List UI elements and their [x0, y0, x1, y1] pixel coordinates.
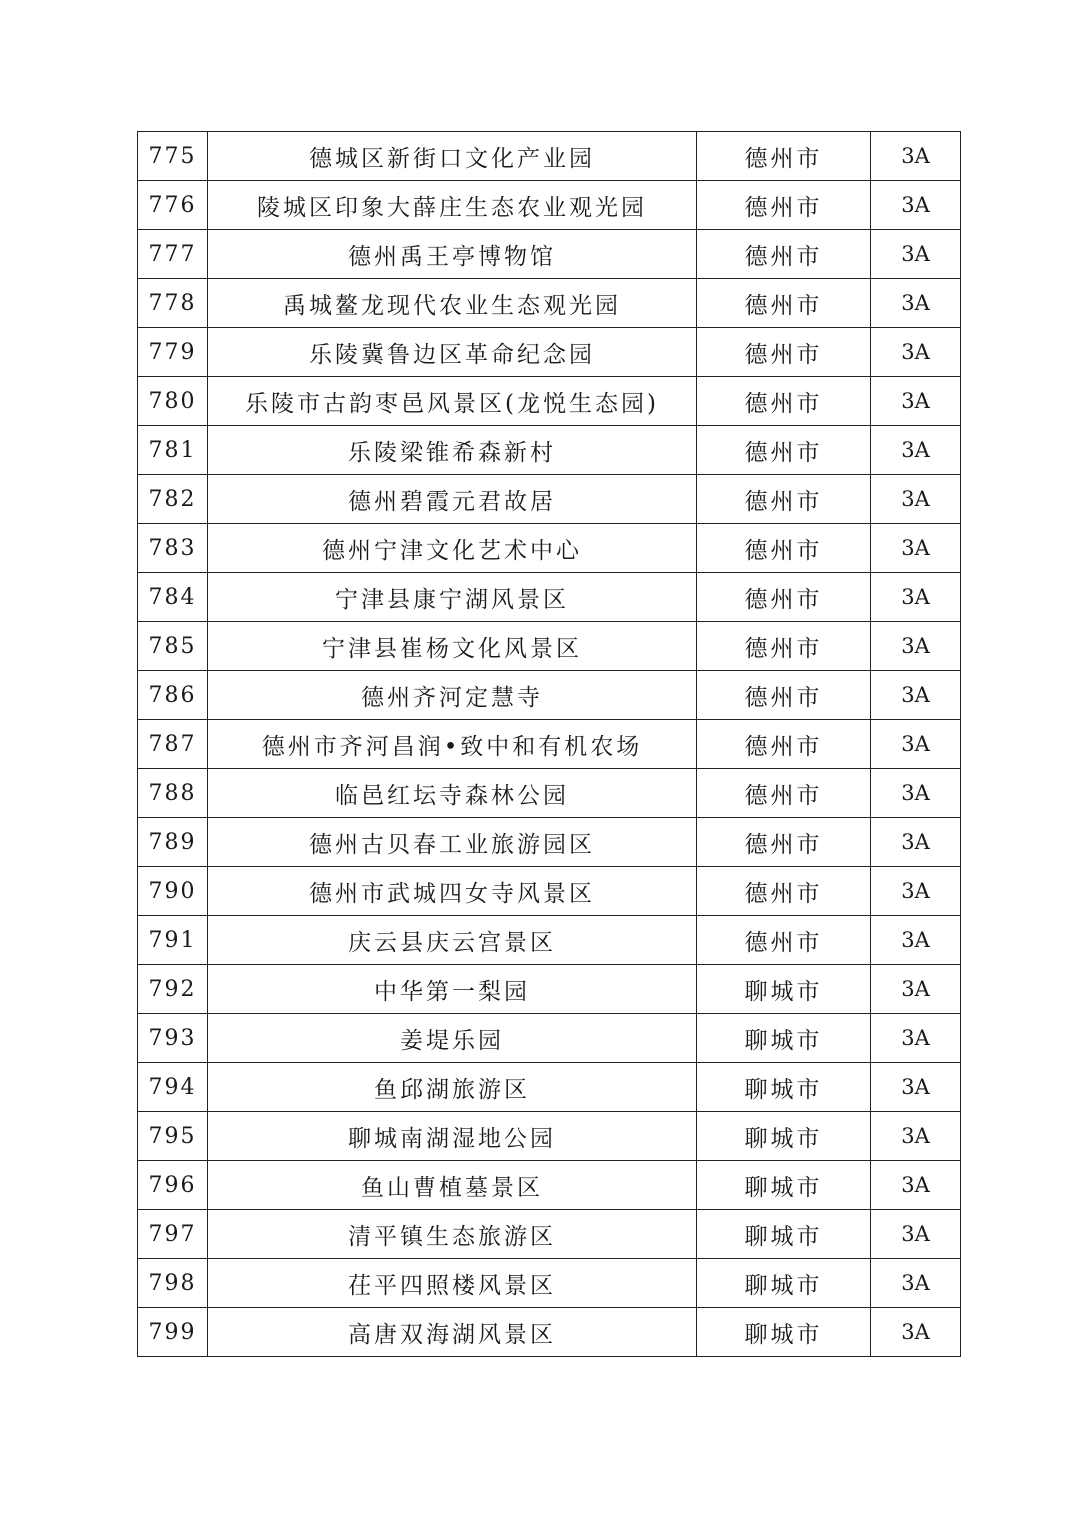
row-number-cell: 789 [138, 818, 208, 867]
city-cell: 德州市 [697, 475, 871, 524]
row-number-cell: 793 [138, 1014, 208, 1063]
grade-cell: 3A [871, 181, 961, 230]
scenic-spot-name-cell: 中华第一梨园 [208, 965, 697, 1014]
grade-cell: 3A [871, 1259, 961, 1308]
row-number-cell: 781 [138, 426, 208, 475]
row-number-cell: 797 [138, 1210, 208, 1259]
scenic-spot-name-cell: 德城区新街口文化产业园 [208, 132, 697, 181]
table-row [138, 671, 961, 720]
city-cell: 德州市 [697, 377, 871, 426]
table-row [138, 230, 961, 279]
scenic-spot-name-cell: 高唐双海湖风景区 [208, 1308, 697, 1357]
scenic-spot-name-cell: 禹城鳌龙现代农业生态观光园 [208, 279, 697, 328]
table-row [138, 1014, 961, 1063]
grade-cell: 3A [871, 720, 961, 769]
table-row [138, 1308, 961, 1357]
scenic-spot-name-cell: 德州宁津文化艺术中心 [208, 524, 697, 573]
grade-cell: 3A [871, 475, 961, 524]
grade-cell: 3A [871, 1014, 961, 1063]
city-cell: 聊城市 [697, 1308, 871, 1357]
grade-cell: 3A [871, 916, 961, 965]
grade-cell: 3A [871, 818, 961, 867]
city-cell: 德州市 [697, 328, 871, 377]
row-number-cell: 777 [138, 230, 208, 279]
row-number-cell: 780 [138, 377, 208, 426]
table-row [138, 818, 961, 867]
table-row [138, 279, 961, 328]
grade-cell: 3A [871, 573, 961, 622]
table-row [138, 475, 961, 524]
city-cell: 德州市 [697, 867, 871, 916]
table-row [138, 524, 961, 573]
city-cell: 德州市 [697, 916, 871, 965]
row-number-cell: 796 [138, 1161, 208, 1210]
grade-cell: 3A [871, 426, 961, 475]
row-number-cell: 791 [138, 916, 208, 965]
row-number-cell: 775 [138, 132, 208, 181]
row-number-cell: 787 [138, 720, 208, 769]
grade-cell: 3A [871, 132, 961, 181]
row-number-cell: 795 [138, 1112, 208, 1161]
city-cell: 聊城市 [697, 1063, 871, 1112]
grade-cell: 3A [871, 377, 961, 426]
grade-cell: 3A [871, 1063, 961, 1112]
scenic-spot-name-cell: 聊城南湖湿地公园 [208, 1112, 697, 1161]
city-cell: 聊城市 [697, 1161, 871, 1210]
row-number-cell: 779 [138, 328, 208, 377]
grade-cell: 3A [871, 622, 961, 671]
scenic-spot-name-cell: 乐陵市古韵枣邑风景区(龙悦生态园) [208, 377, 697, 426]
table-row [138, 965, 961, 1014]
city-cell: 德州市 [697, 769, 871, 818]
scenic-spot-name-cell: 乐陵冀鲁边区革命纪念园 [208, 328, 697, 377]
row-number-cell: 778 [138, 279, 208, 328]
scenic-spot-name-cell: 德州市武城四女寺风景区 [208, 867, 697, 916]
grade-cell: 3A [871, 671, 961, 720]
city-cell: 聊城市 [697, 965, 871, 1014]
table-row [138, 132, 961, 181]
city-cell: 德州市 [697, 132, 871, 181]
grade-cell: 3A [871, 1112, 961, 1161]
city-cell: 德州市 [697, 181, 871, 230]
table-row [138, 1161, 961, 1210]
scenic-spot-name-cell: 德州碧霞元君故居 [208, 475, 697, 524]
table-row [138, 622, 961, 671]
grade-cell: 3A [871, 1210, 961, 1259]
grade-cell: 3A [871, 524, 961, 573]
city-cell: 德州市 [697, 671, 871, 720]
scenic-spot-name-cell: 庆云县庆云宫景区 [208, 916, 697, 965]
scenic-spot-name-cell: 乐陵梁锥希森新村 [208, 426, 697, 475]
city-cell: 德州市 [697, 573, 871, 622]
city-cell: 聊城市 [697, 1112, 871, 1161]
city-cell: 德州市 [697, 426, 871, 475]
city-cell: 德州市 [697, 818, 871, 867]
row-number-cell: 788 [138, 769, 208, 818]
row-number-cell: 792 [138, 965, 208, 1014]
city-cell: 德州市 [697, 279, 871, 328]
scenic-spot-name-cell: 宁津县崔杨文化风景区 [208, 622, 697, 671]
row-number-cell: 798 [138, 1259, 208, 1308]
row-number-cell: 786 [138, 671, 208, 720]
grade-cell: 3A [871, 769, 961, 818]
row-number-cell: 799 [138, 1308, 208, 1357]
scenic-spot-name-cell: 宁津县康宁湖风景区 [208, 573, 697, 622]
table-row [138, 720, 961, 769]
table-row [138, 1210, 961, 1259]
scenic-spot-name-cell: 陵城区印象大薛庄生态农业观光园 [208, 181, 697, 230]
scenic-spot-name-cell: 德州禹王亭博物馆 [208, 230, 697, 279]
grade-cell: 3A [871, 230, 961, 279]
grade-cell: 3A [871, 867, 961, 916]
table-row [138, 1063, 961, 1112]
row-number-cell: 776 [138, 181, 208, 230]
city-cell: 聊城市 [697, 1259, 871, 1308]
row-number-cell: 782 [138, 475, 208, 524]
scenic-spot-name-cell: 德州齐河定慧寺 [208, 671, 697, 720]
row-number-cell: 784 [138, 573, 208, 622]
row-number-cell: 785 [138, 622, 208, 671]
scenic-spot-name-cell: 鱼山曹植墓景区 [208, 1161, 697, 1210]
scenic-spot-name-cell: 德州古贝春工业旅游园区 [208, 818, 697, 867]
scenic-spot-name-cell: 临邑红坛寺森林公园 [208, 769, 697, 818]
grade-cell: 3A [871, 1308, 961, 1357]
grade-cell: 3A [871, 279, 961, 328]
grade-cell: 3A [871, 1161, 961, 1210]
scenic-spot-name-cell: 姜堤乐园 [208, 1014, 697, 1063]
table-row [138, 1112, 961, 1161]
table-body [138, 132, 961, 1357]
scenic-spot-name-cell: 清平镇生态旅游区 [208, 1210, 697, 1259]
row-number-cell: 790 [138, 867, 208, 916]
table-row [138, 1259, 961, 1308]
scenic-spot-table [137, 131, 961, 1357]
table-row [138, 573, 961, 622]
city-cell: 德州市 [697, 720, 871, 769]
scenic-spot-name-cell: 鱼邱湖旅游区 [208, 1063, 697, 1112]
table-row [138, 181, 961, 230]
scenic-spot-name-cell: 茌平四照楼风景区 [208, 1259, 697, 1308]
table-row [138, 769, 961, 818]
city-cell: 聊城市 [697, 1014, 871, 1063]
table-row [138, 867, 961, 916]
table-row [138, 377, 961, 426]
city-cell: 德州市 [697, 622, 871, 671]
row-number-cell: 794 [138, 1063, 208, 1112]
city-cell: 德州市 [697, 230, 871, 279]
table-row [138, 328, 961, 377]
city-cell: 德州市 [697, 524, 871, 573]
row-number-cell: 783 [138, 524, 208, 573]
scenic-spot-name-cell: 德州市齐河昌润•致中和有机农场 [208, 720, 697, 769]
table-row [138, 916, 961, 965]
grade-cell: 3A [871, 965, 961, 1014]
grade-cell: 3A [871, 328, 961, 377]
table-row [138, 426, 961, 475]
city-cell: 聊城市 [697, 1210, 871, 1259]
